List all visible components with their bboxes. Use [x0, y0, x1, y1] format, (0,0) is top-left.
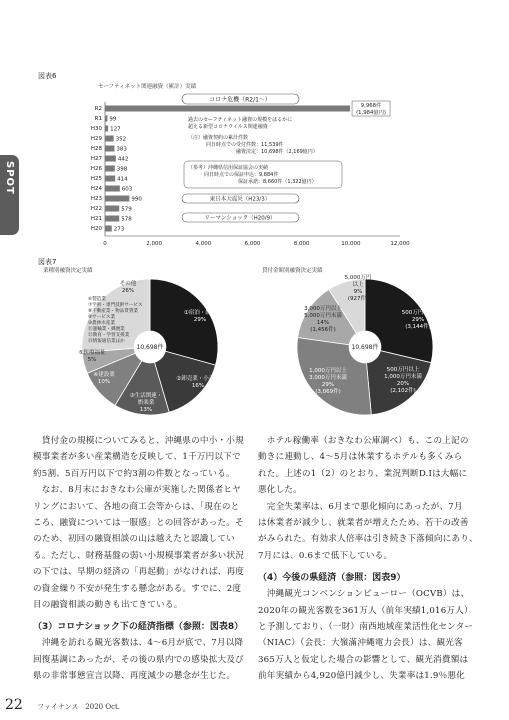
page-number: 22 [5, 697, 23, 713]
x-tick-label: 4,000 [195, 241, 212, 247]
fig6-label: 図表6 [38, 72, 57, 80]
bar [105, 126, 108, 132]
amount4-count: (1,456件) [310, 327, 336, 333]
others-list-item: ⑨サービス業 [88, 315, 116, 320]
y-tick-label: R1 [94, 116, 102, 122]
amount1-pct: 29% [411, 317, 425, 323]
others-list-item: ⑦学術・専門技術サービス [88, 303, 143, 308]
text-line: 約5割、5百万円以下で約3割の件数となっている。 [33, 468, 235, 479]
bar [105, 166, 115, 172]
fig7-label: 図表7 [38, 258, 57, 266]
text-line: がみられた。有効求人倍率は引き続き下落傾向にあり、 [258, 534, 478, 545]
corona-label: コロナ危機（R2/1〜） [209, 96, 271, 104]
bar-value-label: 99 [109, 116, 117, 123]
pie-left-center-label: 10,698件 [136, 344, 164, 351]
y-tick-label: H24 [90, 186, 102, 192]
slice3-pct: 13% [139, 407, 153, 413]
right-column [258, 433, 478, 685]
y-tick-label: H23 [90, 196, 102, 202]
slice3-label: ③生活関連・ [129, 393, 163, 399]
text-line: リングにおいて、各地の商工会等からは、「現在のと [33, 501, 240, 512]
text-line: 目の融資相談の動きも出てきている。 [33, 600, 183, 611]
amount3-label: 1,000万円以上 [309, 368, 347, 374]
text-line: 悪化した。 [258, 485, 302, 496]
bar [105, 176, 115, 182]
amount4-label: 3,000万円以上 [304, 306, 342, 312]
note2-line1: （注）融資契約の累計件数 [188, 135, 249, 141]
note2-line3: 融資決定：10,698件（2,169億円） [236, 149, 318, 155]
others-list-item: ⑫教育・学習支援業 [88, 333, 130, 338]
bar [105, 156, 116, 162]
text-line: のため、初回の融資相談の山は越えたと認識してい [33, 534, 235, 545]
others-list-item: ⑩農林水産業 [88, 321, 116, 326]
fig7-left-title: 業種別融資決定実績 [43, 268, 93, 274]
y-tick-label: H22 [90, 206, 102, 212]
slice5-pct: 5% [87, 357, 97, 363]
bar [105, 196, 129, 202]
y-tick-label: H28 [90, 146, 102, 152]
pie-right-center-label: 10,698件 [351, 344, 379, 351]
bar [105, 146, 114, 152]
x-tick-label: 12,000 [390, 241, 410, 247]
text-line: の下では、早期の経済の「再起動」がなければ、再度 [33, 567, 245, 578]
left-column [33, 433, 251, 685]
amount4-pct: 14% [316, 320, 330, 326]
slice5-label: ⑤医療福祉 [78, 350, 106, 356]
bar-value-label: 398 [116, 166, 128, 173]
bar-value-label: 273 [113, 226, 125, 233]
y-tick-label: H29 [90, 136, 102, 142]
bar-value-label: 442 [117, 156, 129, 163]
note2-line2: 同日時点での受付件数：11,539件 [206, 142, 284, 148]
bar [105, 186, 120, 192]
note1-line1: 過去のセーフティネット融資の規模をはるかに [188, 117, 293, 123]
y-tick-label: H26 [90, 166, 102, 172]
amount3-label-2: 3,000万円未満 [309, 375, 347, 381]
fig7-right-pie [258, 272, 468, 422]
amount5-label: 5,000万円 [344, 275, 372, 281]
bar-value-label: 352 [115, 136, 127, 143]
y-tick-label: H20 [90, 226, 102, 232]
slice1-pct: 29% [193, 317, 207, 323]
text-line: の資金繰り不安が発生する懸念がある。すでに、2度 [33, 583, 242, 594]
amount5-count: (927件) [347, 296, 369, 302]
amount2-label-2: 1,000万円未満 [384, 374, 422, 380]
amount3-pct: 29% [321, 382, 335, 388]
text-line: ころ、融資については一服感」との回答があった。そ [33, 518, 244, 529]
y-tick-label: H25 [90, 176, 102, 182]
r2-value-label: 9,968件 [360, 103, 382, 109]
text-line: ホテル稼働率（おきなわ公庫調べ）も、この上記の [258, 436, 469, 446]
magazine-name: ファイナンス 2020 Oct. [37, 703, 121, 711]
bar-value-label: 579 [121, 206, 132, 213]
amount5-label-2: 以上 [352, 282, 364, 288]
lehman-label: リーマンショック（H20/9） [204, 215, 276, 222]
amount4-label-2: 5,000万円未満 [304, 313, 342, 319]
text-line: 7月には、0.6まで低下している。 [258, 550, 393, 561]
spot-tab-label: SPOT [4, 161, 15, 195]
bar-value-label: 990 [131, 196, 142, 203]
y-tick-label: R2 [94, 106, 102, 112]
amount2-count: (2,102件) [390, 388, 416, 394]
amount1-count: (3,144件) [405, 324, 431, 330]
bar-value-label: 383 [116, 146, 127, 153]
right-paragraphs [258, 433, 478, 564]
text-line: 動きに連動し、4〜5月は休業するホテルも多くみら [258, 452, 463, 463]
others-list-item: ⑪運輸業・郵便業 [88, 327, 125, 332]
section3-heading: （3）コロナショック下の経済指標（参照：図表8） [33, 622, 244, 633]
text-line: なお、8月末におきなわ公庫が実施した関係者ヒヤ [33, 485, 241, 496]
x-tick-label: 2,000 [146, 241, 163, 247]
r2-amount-label: (1,984億円) [356, 110, 386, 116]
slice4-label: ④建設業 [93, 372, 115, 378]
amount5-pct: 9% [353, 289, 363, 295]
slice2-label: ②卸売業・小売業 [176, 376, 220, 382]
bar [105, 116, 107, 122]
text-line: れた。上述の1（2）のとおり、業況判断D.Iは大幅に [258, 468, 468, 479]
amount1-label: 500万円未満 [401, 310, 435, 316]
y-tick-label: H27 [90, 156, 102, 162]
text-line: 完全失業率は、6月まで悪化傾向にあったが、7月 [258, 501, 463, 512]
fig6-annotation-boxes [182, 94, 390, 222]
text-line: 貸付金の規模についてみると、沖縄県の中小・小規 [33, 436, 244, 446]
slice6-label: その他 [119, 281, 137, 287]
slice4-pct: 10% [97, 379, 111, 385]
amount2-pct: 20% [396, 381, 410, 387]
bar-value-label: 127 [110, 126, 121, 133]
bar [105, 226, 112, 232]
bar [105, 216, 119, 222]
fig6-chart [70, 90, 410, 250]
note3-line1: （参考）沖縄県信用保証協会の実績 [188, 165, 269, 171]
note3-line2: 同日時点での保証申込：9,884件 [204, 172, 279, 178]
fig6-subtitle: セーフティネット関連融資（累計）実績 [98, 84, 197, 90]
fig7-left-pie [40, 272, 250, 422]
bar-value-label: 578 [121, 216, 132, 223]
bar-value-label: 414 [117, 176, 128, 183]
text-line: と予測しており、（一財）南西地域産業活性化センター [258, 622, 474, 633]
fig7-right-title: 貸付金額別融資決定実績 [262, 268, 323, 274]
section4-heading: （4）今後の県経済（参照：図表9） [258, 573, 406, 584]
others-list-item: ⑬情報通信業ほか [88, 339, 125, 344]
text-line: （NIAC）（会長：大嶺滿沖縄電力会長）は、観光客 [258, 638, 463, 649]
x-tick-label: 8,000 [293, 241, 310, 247]
note1-line2: 超える新型コロナウイルス関連融資 [188, 124, 268, 130]
text-line: 前年実績から4,920億円減少し、失業率は1.9％悪化 [258, 671, 465, 682]
earthquake-label: 東日本大震災（H23/3） [209, 196, 271, 203]
slice1-label: ①宿泊・飲食 [183, 310, 217, 316]
text-line: 沖縄を訪れる観光客数は、4〜6月が底で、7月以降 [33, 638, 244, 649]
slice6-pct: 26% [121, 288, 135, 294]
left-paragraphs-2 [33, 635, 251, 684]
text-line: 365万人と仮定した場合の影響として、観光消費額は [258, 654, 469, 665]
bar [105, 136, 114, 142]
y-tick-label: H21 [90, 216, 102, 222]
text-line: 沖縄観光コンベンションビューロー（OCVB）は、 [258, 589, 470, 600]
right-paragraphs-2 [258, 586, 478, 684]
others-list-item: ⑧不動産業・物品賃貸業 [88, 309, 139, 314]
bar [105, 106, 350, 112]
text-line: 県の非常事態宣言以降、再度減少の懸念が生じた。 [33, 671, 236, 682]
bar-value-label: 603 [121, 186, 133, 193]
note3-line3: 保証承諾：8,660件（1,322億円） [238, 179, 317, 185]
text-line: 回復基調にあったが、その後の県内での感染拡大及び [33, 654, 244, 665]
text-line: 2020年の観光客数を361万人（前年実績1,016万人） [258, 605, 473, 616]
bar [105, 206, 119, 212]
spot-side-tab [0, 155, 19, 235]
slice2-pct: 16% [191, 383, 205, 389]
x-tick-label: 10,000 [341, 241, 361, 247]
amount3-count: (3,069件) [315, 389, 341, 395]
others-list-item: ⑥製造業 [88, 297, 106, 302]
slice3-label-2: 娯楽業 [137, 400, 155, 406]
x-tick-label: 0 [103, 241, 107, 247]
left-paragraphs [33, 433, 251, 613]
x-tick-label: 6,000 [244, 241, 261, 247]
text-line: は休業者が減少し、就業者が増えたため、若干の改善 [258, 518, 469, 529]
y-tick-label: H30 [90, 126, 102, 132]
text-line: 模事業者が多い産業構造を反映して、1千万円以下で [33, 452, 241, 463]
amount2-label: 500万円以上 [386, 367, 420, 373]
text-line: る。ただし、財務基盤の弱い小規模事業者が多い状況 [33, 550, 245, 561]
